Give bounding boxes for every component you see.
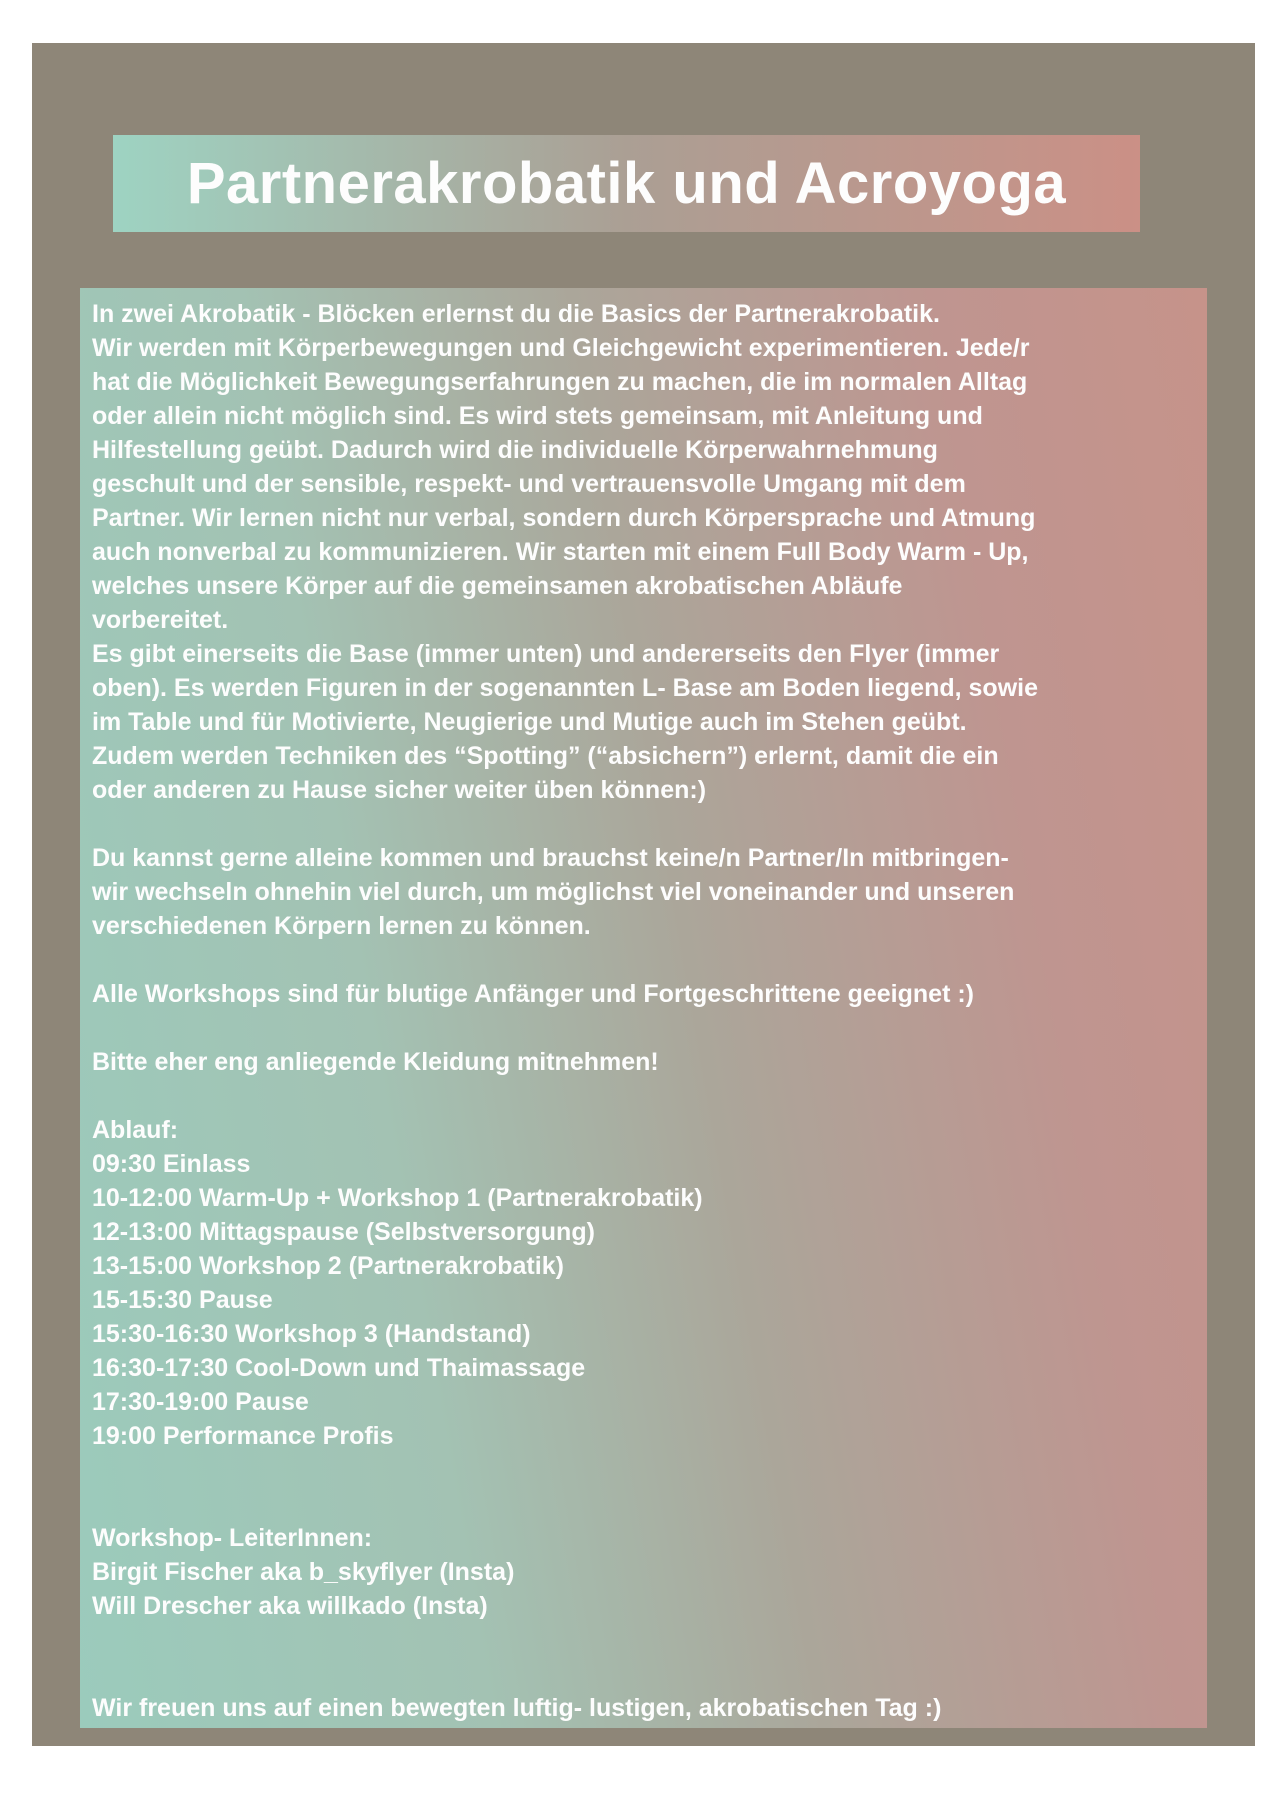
text-line: oben). Es werden Figuren in der sogenannten L- Base am Boden liegend, sowie (92, 674, 1038, 702)
text-line: wir wechseln ohnehin viel durch, um möglichst viel voneinander und unseren (92, 878, 1015, 906)
text-line: 15-15:30 Pause (92, 1286, 273, 1314)
text-line: Bitte eher eng anliegende Kleidung mitnehmen! (92, 1048, 659, 1076)
text-line: 16:30-17:30 Cool-Down und Thaimassage (92, 1354, 586, 1382)
text-line: hat die Möglichkeit Bewegungserfahrungen zu machen, die im normalen Alltag (92, 368, 1028, 396)
text-line: Will Drescher aka willkado (Insta) (92, 1592, 488, 1620)
text-line: Alle Workshops sind für blutige Anfänger und Fortgeschrittene geeignet :) (92, 980, 974, 1008)
text-line: geschult und der sensible, respekt- und vertrauensvolle Umgang mit dem (92, 470, 966, 498)
text-line: Es gibt einerseits die Base (immer unten) und andererseits den Flyer (immer (92, 640, 1000, 668)
page-title: Partnerakrobatik und Acroyoga (186, 151, 1067, 216)
text-line: Wir werden mit Körperbewegungen und Gleichgewicht experimentieren. Jede/r (92, 334, 1030, 362)
text-line (92, 1453, 1195, 1487)
text-line (92, 1011, 1195, 1045)
text-line: 12-13:00 Mittagspause (Selbstversorgung) (92, 1218, 595, 1246)
text-line: verschiedenen Körpern lernen zu können. (92, 912, 591, 940)
text-line: auch nonverbal zu kommunizieren. Wir starten mit einem Full Body Warm - Up, (92, 538, 1029, 566)
text-line (92, 943, 1195, 977)
text-line (92, 1623, 1195, 1657)
content-panel (80, 288, 1207, 1728)
text-line: 15:30-16:30 Workshop 3 (Handstand) (92, 1320, 531, 1348)
flyer-card (32, 43, 1255, 1746)
title-banner (113, 135, 1140, 232)
text-line: In zwei Akrobatik - Blöcken erlernst du die Basics der Partnerakrobatik. (92, 300, 940, 328)
text-line: im Table und für Motivierte, Neugierige und Mutige auch im Stehen geübt. (92, 708, 967, 736)
text-line: Wir freuen uns auf einen bewegten luftig- lustigen, akrobatischen Tag :) (92, 1694, 942, 1722)
text-line (92, 1079, 1195, 1113)
text-line (92, 807, 1195, 841)
text-line: oder allein nicht möglich sind. Es wird stets gemeinsam, mit Anleitung und (92, 402, 983, 430)
text-line: vorbereitet. (92, 606, 229, 634)
text-line: Du kannst gerne alleine kommen und brauchst keine/n Partner/In mitbringen- (92, 844, 1009, 872)
text-line: Birgit Fischer aka b_skyflyer (Insta) (92, 1558, 515, 1586)
text-line: Ablauf: (92, 1116, 179, 1144)
text-line: 17:30-19:00 Pause (92, 1388, 309, 1416)
text-line: 19:00 Performance Profis (92, 1422, 394, 1450)
text-line: Workshop- LeiterInnen: (92, 1524, 373, 1552)
text-line: oder anderen zu Hause sicher weiter üben können:) (92, 776, 707, 804)
text-line: welches unsere Körper auf die gemeinsamen akrobatischen Abläufe (92, 572, 903, 600)
text-line: 10-12:00 Warm-Up + Workshop 1 (Partnerakrobatik) (92, 1184, 703, 1212)
text-line: Zudem werden Techniken des “Spotting” (“absichern”) erlernt, damit die ein (92, 742, 999, 770)
text-line (92, 1487, 1195, 1521)
text-line: 09:30 Einlass (92, 1150, 251, 1178)
text-line: Hilfestellung geübt. Dadurch wird die individuelle Körperwahrnehmung (92, 436, 938, 464)
text-line (92, 1657, 1195, 1691)
text-line: 13-15:00 Workshop 2 (Partnerakrobatik) (92, 1252, 564, 1280)
text-line: Partner. Wir lernen nicht nur verbal, sondern durch Körpersprache und Atmung (92, 504, 1036, 532)
